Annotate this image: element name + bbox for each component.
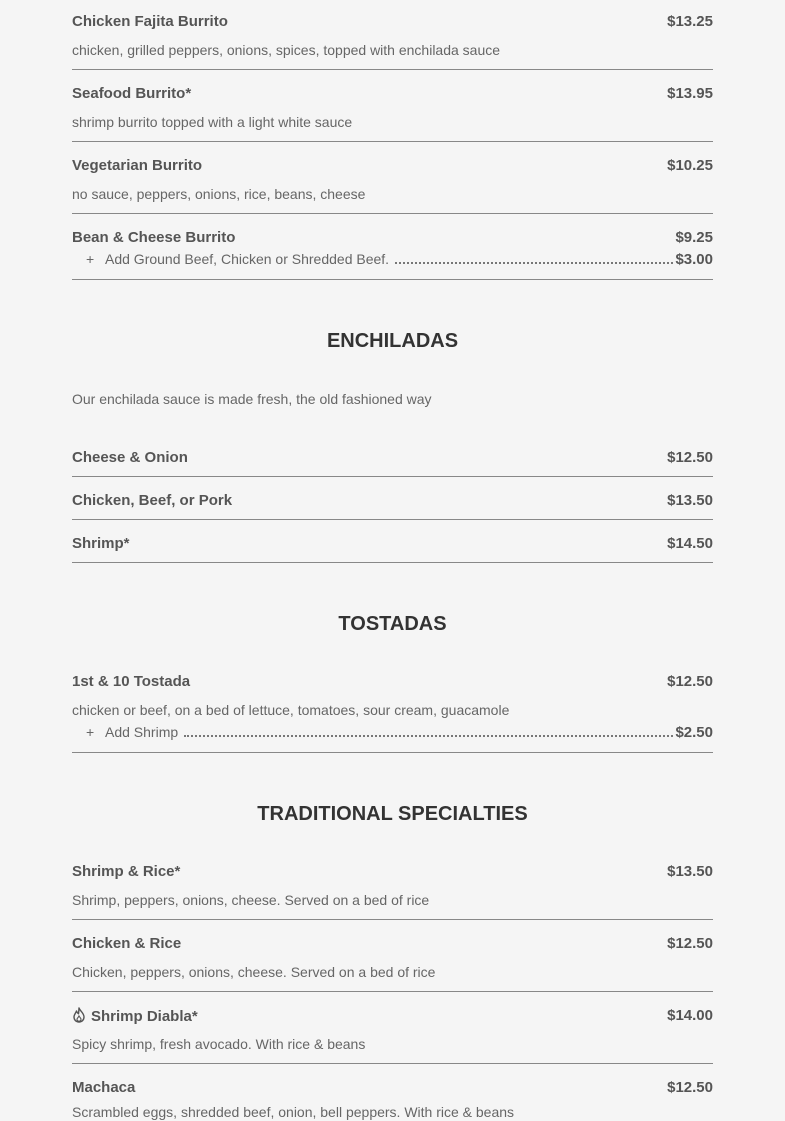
- dot-leader: [395, 262, 673, 264]
- menu-item-price: $14.50: [667, 535, 713, 552]
- menu-item-description: chicken, grilled peppers, onions, spices, topped with enchilada sauce: [72, 42, 501, 58]
- menu-item-name: Chicken Fajita Burrito: [72, 13, 228, 30]
- divider: [72, 1063, 713, 1064]
- divider: [72, 69, 713, 70]
- menu-item-description: Chicken, peppers, onions, cheese. Served on a bed of rice: [72, 964, 436, 980]
- section-heading-specialties: TRADITIONAL SPECIALTIES: [257, 803, 528, 825]
- addon-row: [86, 250, 713, 268]
- menu-item-name: Chicken & Rice: [72, 935, 182, 952]
- addon-label: Add Ground Beef, Chicken or Shredded Beef.: [105, 251, 390, 267]
- menu-item-price: $12.50: [667, 449, 713, 466]
- menu-item-description: Scrambled eggs, shredded beef, onion, bell peppers. With rice & beans: [72, 1104, 515, 1120]
- menu-item-description: shrimp burrito topped with a light white sauce: [72, 114, 353, 130]
- menu-item-name-spicy: [72, 1007, 198, 1026]
- divider: [72, 141, 713, 142]
- divider: [72, 519, 713, 520]
- addon-price: $2.50: [675, 724, 713, 741]
- plus-icon: +: [86, 251, 95, 267]
- divider: [72, 213, 713, 214]
- menu-item-name: Bean & Cheese Burrito: [72, 229, 236, 246]
- menu-item-name: Cheese & Onion: [72, 449, 188, 466]
- menu-item-description: chicken or beef, on a bed of lettuce, tomatoes, sour cream, guacamole: [72, 702, 510, 718]
- menu-item-name: Shrimp & Rice*: [72, 863, 181, 880]
- menu-item-name: Seafood Burrito*: [72, 85, 192, 102]
- spicy-flame-icon: [72, 1007, 86, 1023]
- section-heading-enchiladas: ENCHILADAS: [326, 330, 459, 352]
- addon-label: Add Shrimp: [105, 724, 179, 740]
- menu-item-name: Machaca: [72, 1079, 136, 1096]
- section-intro: Our enchilada sauce is made fresh, the old fashioned way: [72, 391, 432, 407]
- divider: [72, 562, 713, 563]
- divider: [72, 991, 713, 992]
- addon-row: [86, 723, 713, 741]
- divider: [72, 476, 713, 477]
- menu-item-price: $12.50: [667, 673, 713, 690]
- section-heading-tostadas: TOSTADAS: [338, 613, 447, 635]
- menu-item-name: 1st & 10 Tostada: [72, 673, 191, 690]
- menu-item-description: Shrimp, peppers, onions, cheese. Served on a bed of rice: [72, 892, 430, 908]
- menu-item-price: $10.25: [667, 157, 713, 174]
- menu-item-name: Shrimp Diabla*: [91, 1008, 198, 1025]
- menu-item-price: $13.50: [667, 492, 713, 509]
- divider: [72, 279, 713, 280]
- menu-item-price: $12.50: [667, 935, 713, 952]
- menu-item-description: Spicy shrimp, fresh avocado. With rice & beans: [72, 1036, 366, 1052]
- addon-price: $3.00: [675, 251, 713, 268]
- menu-item-description: no sauce, peppers, onions, rice, beans, cheese: [72, 186, 366, 202]
- menu-item-price: $13.50: [667, 863, 713, 880]
- plus-icon: +: [86, 724, 95, 740]
- divider: [72, 752, 713, 753]
- menu-item-price: $14.00: [667, 1007, 713, 1024]
- menu-item-name: Vegetarian Burrito: [72, 157, 203, 174]
- menu-item-price: $13.95: [667, 85, 713, 102]
- menu-item-name: Shrimp*: [72, 535, 130, 552]
- dot-leader: [184, 735, 673, 737]
- menu-item-price: $13.25: [667, 13, 713, 30]
- menu-item-name: Chicken, Beef, or Pork: [72, 492, 233, 509]
- menu-item-price: $12.50: [667, 1079, 713, 1096]
- menu-item-price: $9.25: [675, 229, 713, 246]
- divider: [72, 919, 713, 920]
